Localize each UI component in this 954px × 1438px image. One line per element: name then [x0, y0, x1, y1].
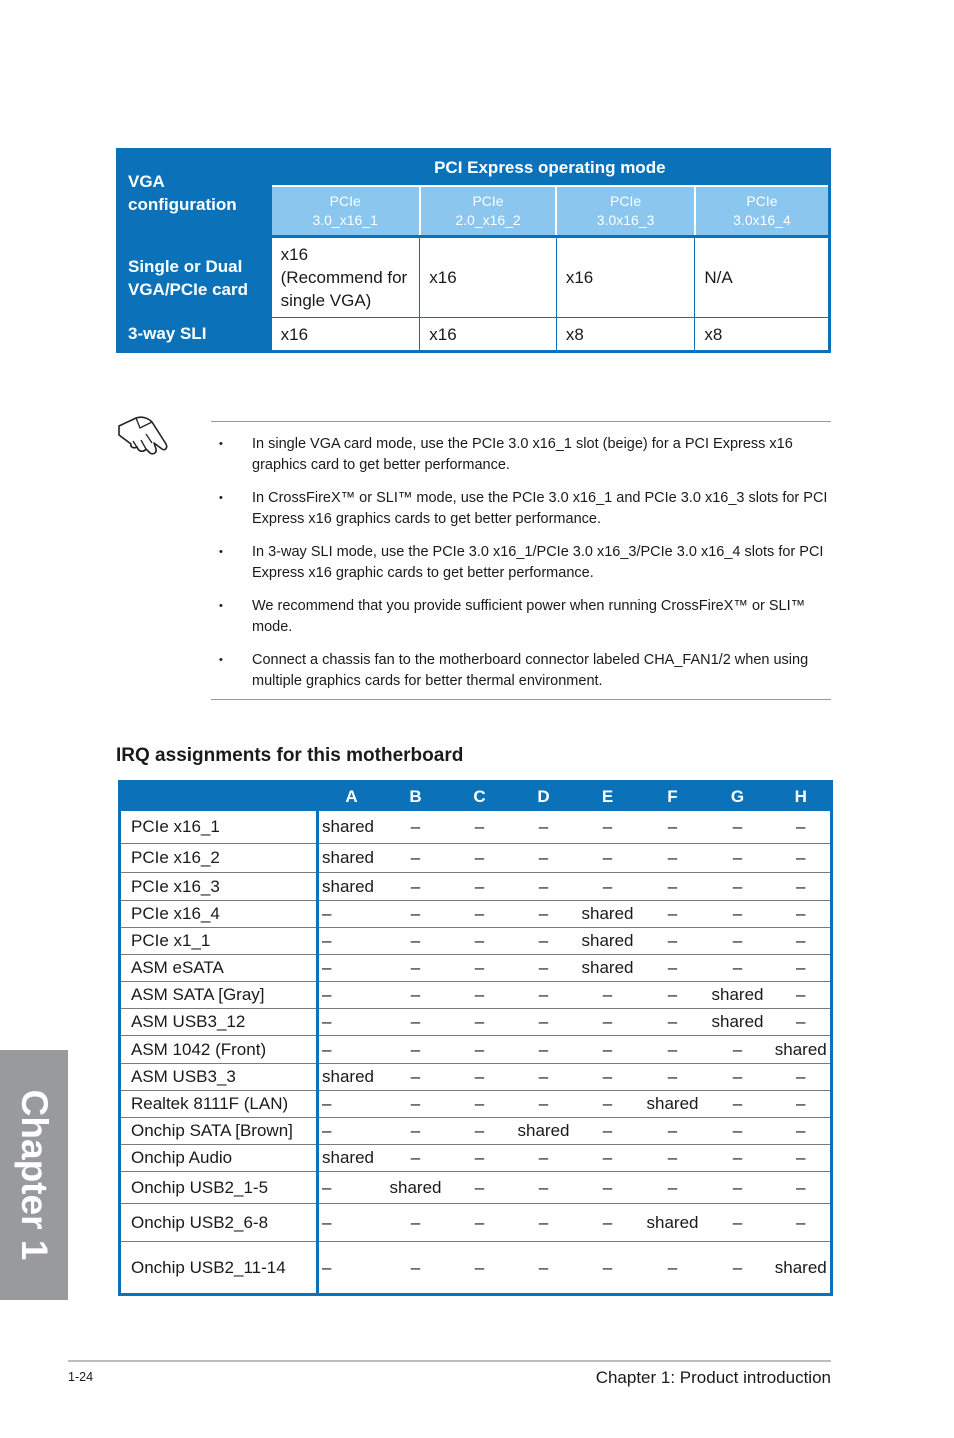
- table-row: [120, 1064, 832, 1091]
- table-row: [120, 844, 832, 873]
- irq-cell: –: [772, 982, 832, 1009]
- irq-device-label: Onchip Audio: [120, 1145, 318, 1172]
- table-row: [120, 1009, 832, 1036]
- note-text: In CrossFireX™ or SLI™ mode, use the PCIe 3.0 x16_1 and PCIe 3.0 x16_3 slots for PCI Express x16 graphics cards to get better performance.: [252, 490, 828, 527]
- irq-cell: –: [642, 1118, 704, 1145]
- irq-cell: –: [574, 1242, 642, 1295]
- table-row: [120, 1242, 832, 1295]
- table-row: [120, 1036, 832, 1064]
- note-text: We recommend that you provide sufficient power when running CrossFireX™ or SLI™ mode.: [252, 598, 806, 635]
- irq-cell: –: [386, 1009, 446, 1036]
- irq-cell: –: [538, 816, 549, 836]
- irq-cell: shared: [318, 1064, 386, 1091]
- irq-cell: –: [514, 1145, 574, 1172]
- irq-cell: –: [318, 1242, 386, 1295]
- irq-cell: –: [318, 1172, 386, 1204]
- irq-cell: –: [386, 1118, 446, 1145]
- irq-device-label: PCIe x16_4: [120, 901, 318, 928]
- irq-cell: –: [574, 1009, 642, 1036]
- irq-cell: –: [446, 1145, 514, 1172]
- irq-cell: –: [446, 1172, 514, 1204]
- irq-cell: –: [386, 955, 446, 982]
- irq-cell: –: [446, 1118, 514, 1145]
- irq-cell: –: [514, 1204, 574, 1242]
- irq-cell: –: [732, 816, 743, 836]
- irq-device-label: PCIe x16_3: [120, 873, 318, 901]
- irq-cell: –: [318, 901, 386, 928]
- irq-cell: –: [704, 873, 772, 901]
- vga-cell: x8: [556, 318, 695, 352]
- irq-device-label: ASM USB3_12: [120, 1009, 318, 1036]
- irq-cell: –: [574, 982, 642, 1009]
- irq-cell: –: [446, 1064, 514, 1091]
- irq-cell: –: [704, 1145, 772, 1172]
- irq-cell: shared: [642, 1091, 704, 1118]
- irq-cell: –: [602, 816, 613, 836]
- irq-col-g: G: [704, 782, 772, 811]
- irq-cell: –: [446, 873, 514, 901]
- irq-cell: –: [446, 955, 514, 982]
- chapter-side-tab: [0, 1050, 68, 1300]
- irq-cell: –: [642, 1172, 704, 1204]
- slot-header-4: PCIe 3.0x16_4: [695, 186, 830, 237]
- irq-cell: –: [446, 928, 514, 955]
- irq-cell: –: [796, 816, 806, 836]
- irq-cell: shared: [318, 1145, 386, 1172]
- irq-cell: shared: [514, 1118, 574, 1145]
- irq-cell: –: [642, 901, 704, 928]
- irq-cell: –: [704, 955, 772, 982]
- irq-cell: shared: [386, 1172, 446, 1204]
- irq-cell: –: [446, 1242, 514, 1295]
- irq-cell: –: [642, 1145, 704, 1172]
- irq-cell: –: [667, 816, 678, 836]
- irq-cell: shared: [772, 1242, 832, 1295]
- irq-device-label: Onchip USB2_1-5: [120, 1172, 318, 1204]
- irq-col-c: C: [446, 782, 514, 811]
- irq-cell: –: [514, 1091, 574, 1118]
- irq-cell: –: [574, 844, 642, 873]
- irq-cell: –: [386, 1242, 446, 1295]
- irq-cell: –: [514, 1172, 574, 1204]
- bullet: •: [219, 546, 223, 558]
- irq-cell: –: [386, 844, 446, 873]
- table-row: [120, 1118, 832, 1145]
- irq-cell: –: [772, 1118, 832, 1145]
- irq-cell: –: [704, 1064, 772, 1091]
- irq-cell: –: [574, 1036, 642, 1064]
- irq-device-label: ASM 1042 (Front): [120, 1036, 318, 1064]
- slot-header-2: PCIe 2.0_x16_2: [420, 186, 557, 237]
- irq-cell: shared: [642, 1204, 704, 1242]
- footer-chapter-title: Chapter 1: Product introduction: [595, 1368, 831, 1387]
- vga-cell: x16: [420, 237, 557, 318]
- irq-header-blank: [120, 782, 318, 811]
- irq-cell: –: [514, 844, 574, 873]
- irq-cell: –: [410, 816, 421, 836]
- note-text: In single VGA card mode, use the PCIe 3.0 x16_1 slot (beige) for a PCI Express x16 graphics card to get better performance.: [252, 436, 793, 473]
- irq-device-label: Onchip USB2_6-8: [120, 1204, 318, 1242]
- irq-cell: –: [642, 1036, 704, 1064]
- irq-cell: shared: [318, 873, 386, 901]
- irq-col-b: B: [386, 782, 446, 811]
- vga-cell: x16 (Recommend for single VGA): [270, 237, 420, 318]
- irq-cell: –: [574, 1172, 642, 1204]
- irq-section-heading: IRQ assignments for this motherboard: [116, 745, 464, 766]
- page-number: 1-24: [68, 1370, 94, 1384]
- table-row: [120, 955, 832, 982]
- irq-cell: –: [574, 1118, 642, 1145]
- irq-cell: –: [514, 1064, 574, 1091]
- irq-cell: –: [772, 955, 832, 982]
- irq-device-label: Onchip USB2_11-14: [120, 1242, 318, 1295]
- irq-device-label: ASM SATA [Gray]: [120, 982, 318, 1009]
- irq-cell: shared: [318, 844, 386, 873]
- irq-cell: –: [318, 1118, 386, 1145]
- vga-row-label: 3-way SLI: [118, 318, 271, 352]
- irq-cell: –: [574, 873, 642, 901]
- irq-cell: –: [386, 873, 446, 901]
- irq-cell: –: [772, 873, 832, 901]
- irq-cell: –: [772, 1204, 832, 1242]
- irq-col-f: F: [642, 782, 704, 811]
- irq-device-label: ASM eSATA: [120, 955, 318, 982]
- irq-device-label: PCIe x16_1: [120, 811, 318, 844]
- note-text: In 3-way SLI mode, use the PCIe 3.0 x16_1/PCIe 3.0 x16_3/PCIe 3.0 x16_4 slots for PCI Express x16 graphic cards to get better performance.: [252, 544, 824, 581]
- irq-cell: –: [514, 982, 574, 1009]
- irq-cell: –: [574, 1091, 642, 1118]
- irq-cell: –: [772, 1064, 832, 1091]
- irq-cell: –: [474, 816, 485, 836]
- irq-device-label: Onchip SATA [Brown]: [120, 1118, 318, 1145]
- irq-cell: shared: [704, 982, 772, 1009]
- table-row: [120, 1145, 832, 1172]
- irq-cell: –: [704, 901, 772, 928]
- irq-cell: –: [446, 1204, 514, 1242]
- irq-cell: –: [772, 844, 832, 873]
- irq-cell: –: [446, 1036, 514, 1064]
- note-text: Connect a chassis fan to the motherboard connector labeled CHA_FAN1/2 when using multiple graphics cards for better thermal environment.: [252, 652, 809, 689]
- irq-cell: shared: [574, 955, 642, 982]
- irq-cell: –: [318, 955, 386, 982]
- irq-cell: –: [446, 844, 514, 873]
- irq-col-d: D: [514, 782, 574, 811]
- table-row: [120, 928, 832, 955]
- vga-cell: x16: [556, 237, 695, 318]
- irq-cell: –: [318, 928, 386, 955]
- irq-cell: –: [642, 1009, 704, 1036]
- irq-cell: shared: [772, 1036, 832, 1064]
- slot-header-1: PCIe 3.0_x16_1: [270, 186, 420, 237]
- irq-cell: –: [642, 844, 704, 873]
- irq-cell: –: [446, 982, 514, 1009]
- irq-cell: –: [642, 928, 704, 955]
- table-row: [120, 1204, 832, 1242]
- irq-cell: –: [704, 1204, 772, 1242]
- bullet: •: [219, 438, 223, 450]
- irq-cell: –: [318, 1091, 386, 1118]
- irq-device-label: PCIe x1_1: [120, 928, 318, 955]
- table-row: [120, 901, 832, 928]
- irq-col-h: H: [772, 782, 832, 811]
- irq-cell: –: [318, 1204, 386, 1242]
- irq-cell: –: [772, 901, 832, 928]
- irq-cell: –: [386, 901, 446, 928]
- irq-cell: –: [704, 1091, 772, 1118]
- irq-cell: –: [514, 873, 574, 901]
- irq-cell: shared: [704, 1009, 772, 1036]
- vga-cell: x16: [420, 318, 557, 352]
- chapter-tab-label: Chapter 1: [14, 1089, 55, 1261]
- footer-divider: [68, 1360, 831, 1362]
- irq-cell: –: [386, 982, 446, 1009]
- slot-header-3: PCIe 3.0x16_3: [556, 186, 695, 237]
- irq-cell: shared: [574, 901, 642, 928]
- irq-header-row: [120, 782, 832, 811]
- irq-cell: –: [574, 1204, 642, 1242]
- irq-device-label: PCIe x16_2: [120, 844, 318, 873]
- vga-cell: x8: [695, 318, 830, 352]
- irq-cell: –: [318, 1036, 386, 1064]
- irq-cell: –: [642, 873, 704, 901]
- irq-cell: –: [704, 1242, 772, 1295]
- irq-cell: –: [704, 844, 772, 873]
- irq-cell: –: [386, 928, 446, 955]
- irq-cell: –: [574, 1145, 642, 1172]
- irq-cell: –: [704, 1036, 772, 1064]
- irq-cell: –: [318, 982, 386, 1009]
- irq-cell: –: [446, 901, 514, 928]
- vga-cell: x16: [270, 318, 420, 352]
- irq-cell: –: [386, 1091, 446, 1118]
- irq-col-e: E: [574, 782, 642, 811]
- irq-cell: –: [386, 1145, 446, 1172]
- irq-cell: –: [772, 1009, 832, 1036]
- irq-cell: –: [642, 1064, 704, 1091]
- vga-configuration-table: [116, 148, 831, 353]
- irq-cell: –: [704, 928, 772, 955]
- bullet: •: [219, 654, 223, 666]
- irq-cell: –: [318, 1009, 386, 1036]
- vga-row-label: Single or Dual VGA/PCIe card: [118, 237, 271, 318]
- irq-cell: –: [514, 928, 574, 955]
- irq-cell: –: [386, 1204, 446, 1242]
- irq-cell: –: [704, 1172, 772, 1204]
- irq-cell: –: [514, 1036, 574, 1064]
- note-box: [211, 421, 831, 700]
- irq-cell: –: [514, 955, 574, 982]
- table-row: [120, 873, 832, 901]
- table-row: [120, 1172, 832, 1204]
- table-row: [120, 1091, 832, 1118]
- table-row: [120, 811, 832, 844]
- irq-cell: –: [446, 1009, 514, 1036]
- irq-cell: –: [514, 1242, 574, 1295]
- irq-cell: –: [704, 1118, 772, 1145]
- irq-cell: –: [446, 1091, 514, 1118]
- vga-config-header: VGA configuration: [118, 150, 271, 237]
- irq-cell: –: [772, 1145, 832, 1172]
- irq-cell: –: [514, 901, 574, 928]
- irq-cell: –: [514, 1009, 574, 1036]
- irq-cell: –: [386, 1036, 446, 1064]
- irq-cell: –: [772, 1172, 832, 1204]
- pci-mode-header: PCI Express operating mode: [270, 150, 829, 187]
- table-row: [120, 982, 832, 1009]
- irq-cell: –: [772, 1091, 832, 1118]
- irq-cell: –: [642, 982, 704, 1009]
- vga-cell: N/A: [695, 237, 830, 318]
- irq-cell: –: [772, 928, 832, 955]
- bullet: •: [219, 600, 223, 612]
- irq-device-label: ASM USB3_3: [120, 1064, 318, 1091]
- irq-cell: –: [386, 1064, 446, 1091]
- irq-cell: shared: [322, 816, 374, 836]
- irq-cell: –: [642, 1242, 704, 1295]
- hand-pointing-icon: [116, 413, 172, 457]
- irq-cell: –: [574, 1064, 642, 1091]
- irq-cell: shared: [574, 928, 642, 955]
- irq-col-a: A: [318, 782, 386, 811]
- irq-device-label: Realtek 8111F (LAN): [120, 1091, 318, 1118]
- bullet: •: [219, 492, 223, 504]
- irq-assignments-table: [118, 780, 833, 1296]
- irq-cell: –: [642, 955, 704, 982]
